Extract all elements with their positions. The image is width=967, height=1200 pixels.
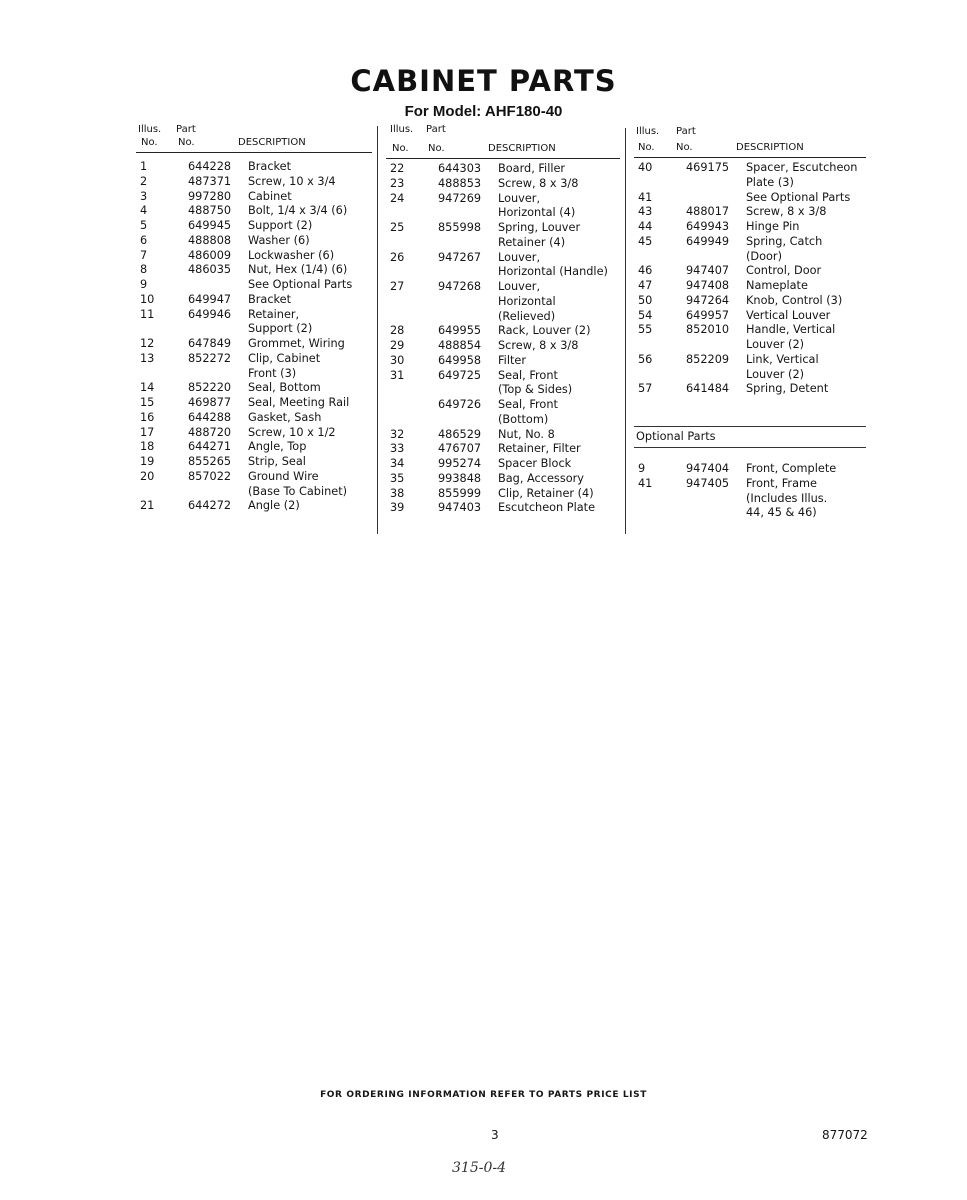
part-no: 644272	[188, 499, 232, 513]
part-no: 487371	[188, 174, 232, 188]
part-no: 644271	[188, 440, 232, 454]
page-title: CABINET PARTS	[350, 64, 617, 98]
illus-no: 6	[140, 233, 148, 247]
table-row	[634, 368, 866, 383]
table-row	[634, 294, 866, 309]
description: Seal, Front	[498, 368, 558, 382]
illus-no: 34	[390, 457, 405, 470]
table-row	[136, 308, 372, 323]
illus-no: 5	[140, 219, 148, 232]
illus-no: 29	[390, 339, 405, 352]
table-row	[386, 221, 620, 236]
description: Plate (3)	[746, 175, 794, 189]
table-row	[634, 309, 866, 324]
part-no: 855265	[188, 455, 232, 468]
illus-no: 4	[140, 204, 148, 218]
part-no: 488854	[438, 339, 482, 352]
part-no: 649945	[188, 219, 232, 232]
table-row	[386, 487, 620, 502]
table-row	[634, 462, 866, 477]
table-row	[136, 263, 372, 278]
description: Handle, Vertical	[746, 323, 836, 337]
table-row	[386, 398, 620, 413]
table-row	[136, 219, 372, 234]
illus-no: 12	[140, 337, 155, 350]
column-divider	[377, 126, 378, 534]
illus-no: 28	[390, 324, 405, 338]
table-row	[634, 338, 866, 353]
table-row	[136, 249, 372, 264]
part-no: 644288	[188, 410, 232, 424]
description: Nut, Hex (1/4) (6)	[248, 263, 348, 277]
description: Screw, 8 x 3/8	[746, 205, 827, 219]
description: Vertical Louver	[746, 308, 831, 322]
handwritten-note: 315-0-4	[452, 1160, 506, 1176]
table-row	[136, 190, 372, 205]
header-rule	[634, 157, 866, 158]
part-no: 486035	[188, 263, 232, 277]
illus-no: 55	[638, 323, 653, 337]
description: Retainer (4)	[498, 235, 566, 249]
part-no: 649957	[686, 308, 730, 322]
description: Filter	[498, 353, 526, 367]
part-no: 997280	[188, 189, 232, 203]
part-no: 947264	[686, 293, 730, 307]
part-no: 488750	[188, 204, 232, 218]
description: See Optional Parts	[248, 278, 353, 291]
part-no: 469175	[686, 161, 730, 174]
header-part: Part	[176, 124, 196, 135]
illus-no: 43	[638, 205, 653, 219]
table-row	[386, 236, 620, 251]
header-rule	[386, 158, 620, 159]
description: Horizontal (Handle)	[498, 265, 608, 279]
part-no: 995274	[438, 457, 482, 470]
model-subtitle: For Model: AHF180-40	[404, 103, 563, 120]
part-no: 644228	[188, 160, 232, 173]
part-no: 947408	[686, 279, 730, 292]
header-part: Part	[676, 126, 696, 137]
table-row	[634, 161, 866, 176]
part-no: 644303	[438, 162, 482, 175]
parts-list	[386, 162, 620, 516]
header-illus-no: No.	[638, 142, 655, 153]
part-no: 488720	[188, 425, 232, 439]
part-no: 947407	[686, 264, 730, 278]
illus-no: 3	[140, 189, 148, 203]
description: Spring, Catch	[746, 234, 823, 248]
header-part-no: No.	[178, 137, 195, 148]
header-part-no: No.	[428, 143, 445, 154]
table-row	[386, 192, 620, 207]
part-no: 852209	[686, 352, 730, 366]
table-row	[634, 176, 866, 191]
part-no: 469877	[188, 396, 232, 409]
header-illus: Illus.	[636, 126, 660, 137]
table-row	[136, 352, 372, 367]
table-row	[136, 485, 372, 500]
description: Cabinet	[248, 189, 292, 203]
description: Support (2)	[248, 322, 313, 336]
part-no: 649958	[438, 353, 482, 367]
part-no: 852010	[686, 323, 730, 337]
optional-parts-list	[634, 462, 866, 521]
description: Front (3)	[248, 366, 297, 380]
table-row	[386, 265, 620, 280]
description: Seal, Meeting Rail	[248, 396, 350, 409]
illus-no: 13	[140, 351, 155, 365]
table-row	[136, 396, 372, 411]
illus-no: 47	[638, 279, 653, 292]
illus-no: 31	[390, 368, 405, 382]
document-number: 877072	[822, 1128, 868, 1142]
illus-no: 57	[638, 382, 653, 396]
table-row	[386, 383, 620, 398]
illus-no: 50	[638, 293, 653, 307]
illus-no: 27	[390, 280, 405, 293]
part-no: 947267	[438, 250, 482, 264]
table-row	[136, 234, 372, 249]
description: Louver,	[498, 280, 541, 293]
illus-no: 41	[638, 476, 653, 490]
table-row	[634, 323, 866, 338]
table-row	[386, 251, 620, 266]
table-row	[386, 472, 620, 487]
table-row	[386, 501, 620, 516]
table-row	[386, 339, 620, 354]
part-no: 947269	[438, 191, 482, 205]
table-row	[136, 499, 372, 514]
table-row	[386, 206, 620, 221]
table-row	[634, 250, 866, 265]
header-illus-no: No.	[141, 137, 158, 148]
description: (Base To Cabinet)	[248, 484, 348, 498]
description: Support (2)	[248, 219, 313, 232]
table-row	[386, 310, 620, 325]
illus-no: 23	[390, 176, 405, 190]
table-row	[136, 337, 372, 352]
description: Bracket	[248, 160, 292, 173]
part-no: 649946	[188, 307, 232, 321]
table-row	[136, 426, 372, 441]
description: (Relieved)	[498, 309, 556, 323]
illus-no: 20	[140, 469, 155, 483]
table-row	[634, 220, 866, 235]
table-row	[136, 204, 372, 219]
optional-parts-top-rule	[634, 426, 866, 427]
description: Retainer, Filter	[498, 442, 581, 456]
table-row	[386, 295, 620, 310]
part-no: 852220	[188, 381, 232, 395]
table-row	[386, 177, 620, 192]
illus-no: 21	[140, 499, 155, 513]
table-row	[634, 477, 866, 492]
table-row	[136, 160, 372, 175]
part-no: 649949	[686, 234, 730, 248]
part-no: 649943	[686, 220, 730, 233]
part-no: 649725	[438, 368, 482, 382]
illus-no: 38	[390, 486, 405, 500]
illus-no: 56	[638, 352, 653, 366]
part-no: 947403	[438, 501, 482, 515]
description: Horizontal	[498, 294, 556, 308]
illus-no: 41	[638, 190, 653, 204]
illus-no: 32	[390, 427, 405, 441]
part-no: 488017	[686, 205, 730, 219]
illus-no: 9	[638, 462, 646, 475]
table-row	[136, 411, 372, 426]
table-row	[386, 280, 620, 295]
illus-no: 9	[140, 278, 148, 291]
illus-no: 11	[140, 307, 155, 321]
illus-no: 44	[638, 220, 653, 233]
part-no: 852272	[188, 351, 232, 365]
description: Bag, Accessory	[498, 471, 584, 485]
description: See Optional Parts	[746, 190, 851, 204]
table-row	[136, 322, 372, 337]
illus-no: 8	[140, 263, 148, 277]
table-row	[386, 413, 620, 428]
header-illus: Illus.	[138, 124, 162, 135]
table-row	[386, 162, 620, 177]
illus-no: 25	[390, 221, 405, 234]
description: Lockwasher (6)	[248, 248, 335, 262]
illus-no: 33	[390, 442, 405, 456]
description: Nameplate	[746, 279, 808, 292]
table-row	[386, 457, 620, 472]
description: Escutcheon Plate	[498, 501, 596, 515]
table-row	[136, 440, 372, 455]
illus-no: 10	[140, 292, 155, 306]
description: Seal, Bottom	[248, 381, 321, 395]
table-row	[634, 264, 866, 279]
table-row	[634, 492, 866, 507]
table-row	[136, 175, 372, 190]
description: (Includes Illus.	[746, 491, 828, 505]
description: Washer (6)	[248, 233, 310, 247]
illus-no: 22	[390, 162, 405, 175]
part-no: 488853	[438, 176, 482, 190]
description: Spring, Detent	[746, 382, 829, 396]
illus-no: 45	[638, 234, 653, 248]
description: Screw, 10 x 3/4	[248, 174, 336, 188]
description: Gasket, Sash	[248, 410, 322, 424]
part-no: 947268	[438, 280, 482, 293]
description: Spacer Block	[498, 457, 572, 470]
description: Front, Frame	[746, 476, 817, 490]
description: Knob, Control (3)	[746, 293, 843, 307]
description: Retainer,	[248, 307, 300, 321]
illus-no: 54	[638, 308, 653, 322]
table-row	[634, 353, 866, 368]
description: Clip, Cabinet	[248, 351, 321, 365]
table-row	[136, 293, 372, 308]
optional-parts-bottom-rule	[634, 447, 866, 448]
description: Board, Filler	[498, 162, 566, 175]
illus-no: 18	[140, 440, 155, 454]
table-row	[386, 428, 620, 443]
table-row	[136, 455, 372, 470]
illus-no: 19	[140, 455, 155, 468]
illus-no: 7	[140, 248, 148, 262]
description: Angle (2)	[248, 499, 300, 513]
description: Front, Complete	[746, 462, 837, 475]
header-part-no: No.	[676, 142, 693, 153]
part-no: 649955	[438, 324, 482, 338]
optional-parts-label: Optional Parts	[636, 430, 716, 443]
table-row	[634, 279, 866, 294]
part-no: 649947	[188, 292, 232, 306]
part-no: 855998	[438, 221, 482, 234]
part-no: 947404	[686, 462, 730, 475]
description: (Top & Sides)	[498, 383, 573, 397]
illus-no: 26	[390, 250, 405, 264]
table-row	[386, 324, 620, 339]
table-row	[136, 278, 372, 293]
description: Louver (2)	[746, 338, 805, 351]
part-no: 947405	[686, 476, 730, 490]
description: Strip, Seal	[248, 455, 306, 468]
header-description: DESCRIPTION	[736, 142, 804, 153]
table-row	[386, 442, 620, 457]
illus-no: 30	[390, 353, 405, 367]
description: Control, Door	[746, 264, 822, 278]
table-row	[386, 369, 620, 384]
part-no: 476707	[438, 442, 482, 456]
table-row	[136, 470, 372, 485]
page-number: 3	[491, 1128, 499, 1142]
illus-no: 40	[638, 161, 653, 174]
header-part: Part	[426, 124, 446, 135]
illus-no: 1	[140, 160, 148, 173]
description: Screw, 10 x 1/2	[248, 425, 336, 439]
part-no: 486529	[438, 427, 482, 441]
table-row	[634, 205, 866, 220]
description: Spacer, Escutcheon	[746, 161, 858, 174]
table-row	[634, 506, 866, 521]
illus-no: 35	[390, 471, 405, 485]
part-no: 647849	[188, 337, 232, 350]
illus-no: 15	[140, 396, 155, 409]
description: Clip, Retainer (4)	[498, 486, 594, 500]
header-illus-no: No.	[392, 143, 409, 154]
illus-no: 17	[140, 425, 155, 439]
description: Angle, Top	[248, 440, 307, 454]
part-no: 857022	[188, 469, 232, 483]
table-row	[634, 191, 866, 206]
header-description: DESCRIPTION	[488, 143, 556, 154]
illus-no: 24	[390, 191, 405, 205]
table-row	[634, 235, 866, 250]
ordering-info-footer: FOR ORDERING INFORMATION REFER TO PARTS PRICE LIST	[320, 1090, 647, 1100]
description: 44, 45 & 46)	[746, 506, 817, 520]
part-no: 486009	[188, 248, 232, 262]
table-row	[386, 354, 620, 369]
description: Seal, Front	[498, 398, 558, 411]
description: Bolt, 1/4 x 3/4 (6)	[248, 204, 348, 218]
description: Nut, No. 8	[498, 427, 555, 441]
table-row	[634, 382, 866, 397]
description: Ground Wire	[248, 469, 319, 483]
description: Louver,	[498, 250, 541, 264]
column-divider	[625, 128, 626, 534]
description: Louver (2)	[746, 367, 805, 381]
description: Spring, Louver	[498, 221, 581, 234]
header-rule	[136, 152, 372, 153]
description: (Bottom)	[498, 412, 549, 426]
illus-no: 14	[140, 381, 155, 395]
part-no: 649726	[438, 398, 482, 411]
description: Rack, Louver (2)	[498, 324, 591, 338]
part-no: 993848	[438, 471, 482, 485]
illus-no: 39	[390, 501, 405, 515]
illus-no: 46	[638, 264, 653, 278]
parts-list	[634, 161, 866, 397]
description: Bracket	[248, 292, 292, 306]
part-no: 855999	[438, 486, 482, 500]
illus-no: 2	[140, 174, 148, 188]
part-no: 488808	[188, 233, 232, 247]
description: Grommet, Wiring	[248, 337, 345, 350]
header-illus: Illus.	[390, 124, 414, 135]
description: Horizontal (4)	[498, 206, 576, 220]
description: Link, Vertical	[746, 352, 819, 366]
description: Louver,	[498, 191, 541, 205]
description: Screw, 8 x 3/8	[498, 339, 579, 352]
description: (Door)	[746, 249, 782, 263]
header-description: DESCRIPTION	[238, 137, 306, 148]
part-no: 641484	[686, 382, 730, 396]
parts-list	[136, 160, 372, 514]
description: Screw, 8 x 3/8	[498, 176, 579, 190]
illus-no: 16	[140, 410, 155, 424]
table-row	[136, 367, 372, 382]
table-row	[136, 381, 372, 396]
description: Hinge Pin	[746, 220, 800, 233]
